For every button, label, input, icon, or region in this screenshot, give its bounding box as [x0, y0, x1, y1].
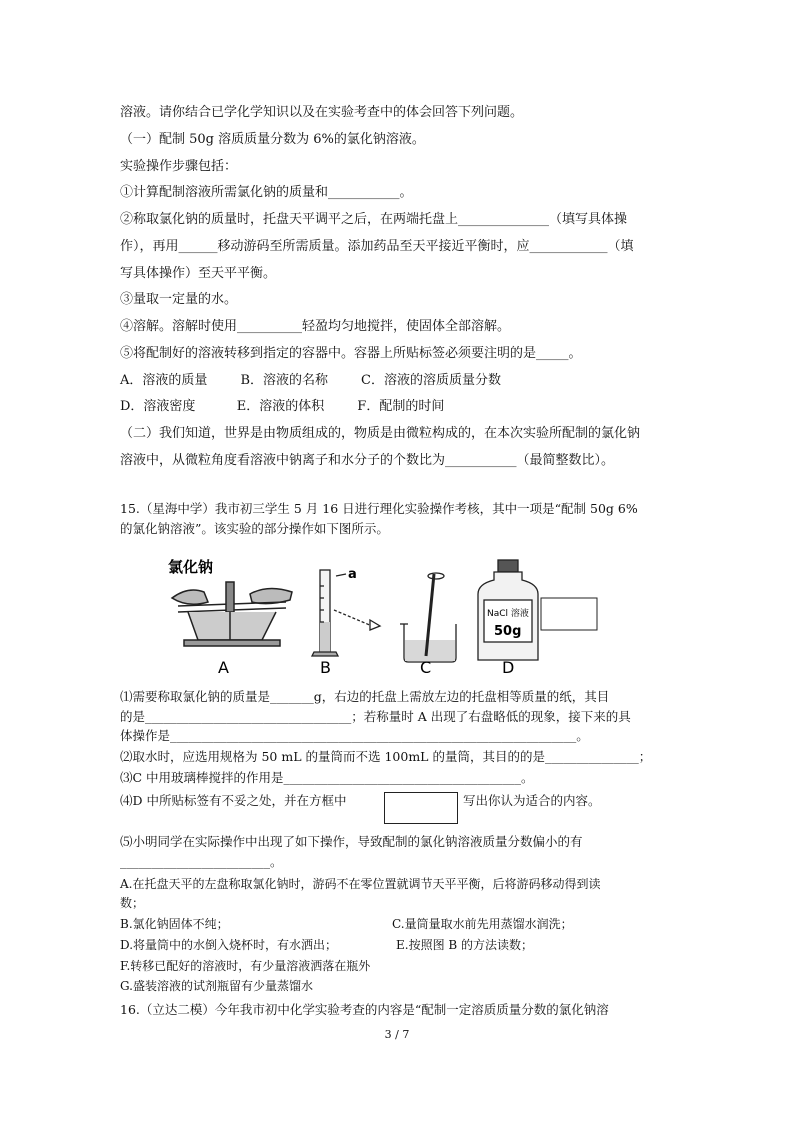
q15-sub2: ⑵取水时，应选用规格为 50 mL 的量筒而不选 100mL 的量筒，其目的的是_______________；: [120, 749, 652, 764]
balance-scale-icon: [172, 582, 292, 646]
q15-option-d: D.将量筒中的水倒入烧杯时，有水洒出；: [120, 938, 338, 952]
intro-text: 溶液。请你结合已学化学知识以及在实验考查中的体会回答下列问题。: [120, 105, 524, 120]
measuring-cylinder-icon: [312, 570, 380, 656]
step-2-line-c: 写具体操作）至天平平衡。: [120, 266, 277, 281]
q16-line-1: 16.（立达二模）今年我市初中化学实验考查的内容是“配制一定溶质质量分数的氯化钠溶: [120, 1002, 609, 1017]
section1-title: （一）配制 50g 溶质质量分数为 6%的氯化钠溶液。: [120, 132, 425, 147]
caption-b: B: [320, 658, 331, 677]
q15-option-b: B.氯化钠固体不纯；: [120, 917, 229, 931]
caption-d: D: [502, 658, 515, 677]
q15-sub1-line-c: 体操作是_________________________________________________________________。: [120, 728, 589, 743]
q15-sub1-line-a: ⑴需要称取氯化钠的质量是_______g，右边的托盘上需放左边的托盘相等质量的纸，其目: [120, 689, 610, 704]
q15-line-1: 15.（星海中学）我市初三学生 5 月 16 日进行理化实验操作考核，其中一项是“配制 50g 6%: [120, 501, 638, 516]
q15-option-e: E.按照图 B 的方法读数；: [396, 938, 534, 952]
section2-line-b: 溶液中，从微粒角度看溶液中钠离子和水分子的个数比为___________（最简整数比）。: [120, 453, 615, 468]
q15-line-2: 的氯化钠溶液”。该实验的部分操作如下图所示。: [120, 521, 389, 536]
step-5: ⑤将配制好的溶液转移到指定的容器中。容器上所贴标签必须要注明的是_____。: [120, 346, 582, 361]
options-row-1: A．溶液的质量 B．溶液的名称 C．溶液的溶质质量分数: [120, 373, 502, 388]
options-row-2: D．溶液密度 E．溶液的体积 F．配制的时间: [120, 399, 445, 414]
bottle-label: NaCl 溶液: [487, 609, 529, 619]
q15-sub4-line-b: 写出你认为适合的内容。: [463, 793, 601, 808]
step-4: ④溶解。溶解时使用__________轻盈均匀地搅拌，使固体全部溶解。: [120, 319, 511, 334]
q15-sub5-line-a: ⑸小明同学在实际操作中出现了如下操作，导致配制的氯化钠溶液质量分数偏小的有: [120, 834, 583, 849]
experiment-figure: [168, 556, 628, 680]
q15-sub3: ⑶C 中用玻璃棒搅拌的作用是______________________________________。: [120, 770, 534, 785]
q15-option-a-line-b: 数；: [120, 896, 145, 910]
step-3: ③量取一定量的水。: [120, 292, 238, 307]
q15-option-f: F.转移已配好的溶液时，有少量溶液洒落在瓶外: [120, 959, 371, 973]
q15-option-a-line-a: A.在托盘天平的左盘称取氯化钠时，游码不在零位置就调节天平平衡，后将游码移动得到读: [120, 877, 601, 891]
q15-option-c: C.量筒量取水前先用蒸馏水润洗；: [392, 917, 573, 931]
section2-line-a: （二）我们知道，世界是由物质组成的，物质是由微粒构成的，在本次实验所配制的氯化钠: [120, 426, 641, 441]
steps-label: 实验操作步骤包括：: [120, 159, 238, 174]
caption-a: A: [218, 658, 229, 677]
q15-sub4-line-a: ⑷D 中所贴标签有不妥之处，并在方框中: [120, 793, 347, 808]
salt-label: 氯化钠: [168, 558, 214, 576]
q15-sub5-line-b: ________________________。: [120, 854, 283, 869]
step-2-line-b: 作），再用______移动游码至所需质量。添加药品至天平接近平衡时，应____________（填: [120, 239, 634, 254]
caption-c: C: [420, 658, 432, 677]
q15-option-g: G.盛装溶液的试剂瓶留有少量蒸馏水: [120, 979, 313, 993]
beaker-stirring-icon: [400, 573, 456, 662]
step-1: ①计算配制溶液所需氯化钠的质量和___________。: [120, 185, 413, 200]
answer-box[interactable]: [384, 792, 458, 824]
step-2-line-a: ②称取氯化钠的质量时，托盘天平调平之后，在两端托盘上______________（填写具体操: [120, 212, 628, 227]
label-a: a: [348, 567, 357, 582]
page-number: 3 / 7: [384, 1028, 410, 1041]
q15-sub1-line-b: 的是_________________________________；若称量时 A 出现了右盘略低的现象，接下来的具: [120, 709, 631, 724]
label-box: [541, 598, 597, 630]
bottle-mass: 50g: [494, 624, 522, 639]
